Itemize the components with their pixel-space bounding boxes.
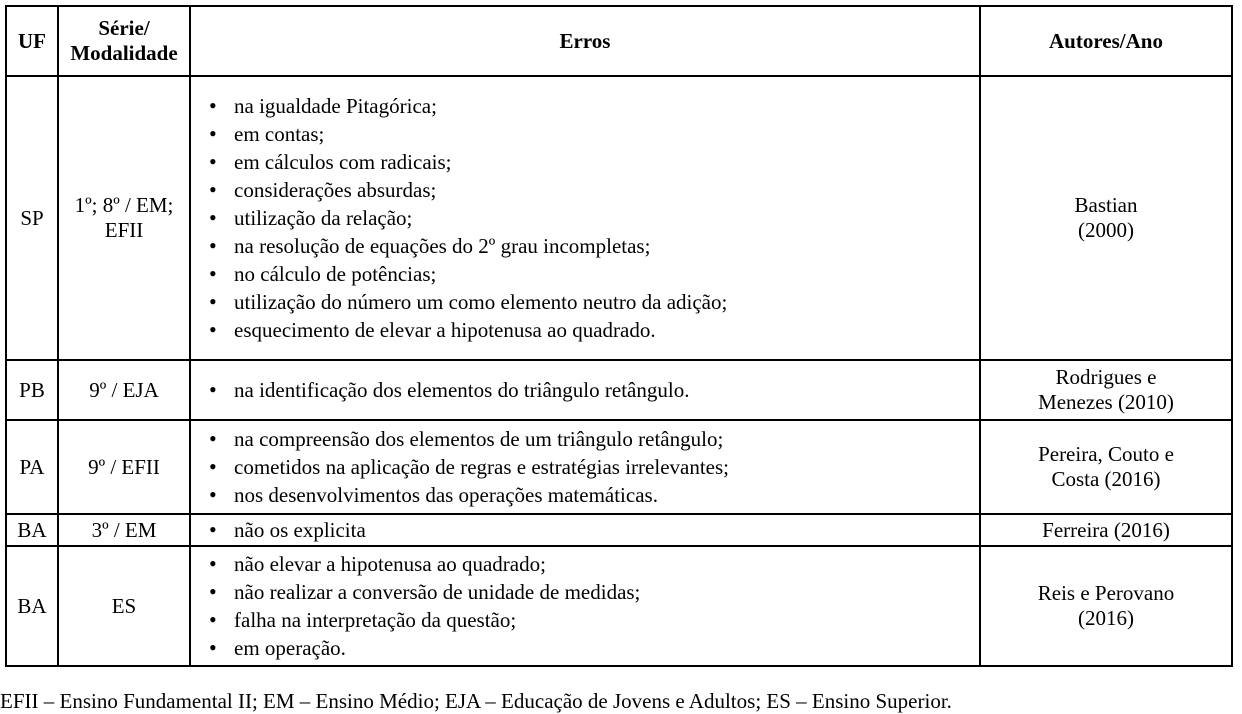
list-item: • na compreensão dos elementos de um triângulo retângulo; — [209, 425, 979, 453]
list-item: • utilização do número um como elemento neutro da adição; — [209, 288, 979, 316]
list-item: • esquecimento de elevar a hipotenusa ao quadrado. — [209, 316, 979, 344]
cell-autores — [980, 420, 1232, 514]
list-item: • não os explicita — [209, 516, 979, 544]
erros-list — [191, 376, 979, 404]
header-autores: Autores/Ano — [980, 6, 1232, 76]
cell-autores — [980, 360, 1232, 420]
list-item: • utilização da relação; — [209, 204, 979, 232]
cell-uf: BA — [6, 514, 58, 546]
erros-list — [191, 516, 979, 544]
cell-serie-line1: 1º; 8º / EM; — [74, 193, 174, 217]
table-row — [6, 360, 1232, 420]
cell-serie — [58, 76, 190, 360]
cell-serie: 3º / EM — [58, 514, 190, 546]
list-item: • na resolução de equações do 2º grau incompletas; — [209, 232, 979, 260]
cell-autores-line2: (2016) — [1078, 606, 1134, 630]
cell-uf: PA — [6, 420, 58, 514]
list-item: • na igualdade Pitagórica; — [209, 92, 979, 120]
cell-autores-line2: (2000) — [1078, 218, 1134, 242]
table-row — [6, 514, 1232, 546]
table-row — [6, 546, 1232, 666]
cell-autores — [980, 76, 1232, 360]
table-row — [6, 420, 1232, 514]
table-row — [6, 76, 1232, 360]
list-item: • em contas; — [209, 120, 979, 148]
cell-serie: 9º / EFII — [58, 420, 190, 514]
header-erros: Erros — [190, 6, 980, 76]
cell-autores-line2: Menezes (2010) — [1038, 390, 1174, 414]
list-item: • no cálculo de potências; — [209, 260, 979, 288]
list-item: • falha na interpretação da questão; — [209, 606, 979, 634]
erros-list — [191, 92, 979, 344]
cell-serie: 9º / EJA — [58, 360, 190, 420]
cell-erros — [190, 514, 980, 546]
cell-uf: PB — [6, 360, 58, 420]
cell-serie-line2: EFII — [104, 218, 144, 242]
cell-autores: Ferreira (2016) — [980, 514, 1232, 546]
cell-erros — [190, 546, 980, 666]
list-item: • cometidos na aplicação de regras e estratégias irrelevantes; — [209, 453, 979, 481]
header-serie — [58, 6, 190, 76]
list-item: • considerações absurdas; — [209, 176, 979, 204]
cell-autores-line1: Bastian — [1074, 193, 1138, 217]
cell-autores-line2: Costa (2016) — [1051, 467, 1161, 491]
list-item: • na identificação dos elementos do triângulo retângulo. — [209, 376, 979, 404]
cell-serie: ES — [58, 546, 190, 666]
cell-erros — [190, 420, 980, 514]
erros-list — [191, 550, 979, 662]
header-uf: UF — [6, 6, 58, 76]
cell-autores-line1: Pereira, Couto e — [1038, 442, 1174, 466]
header-serie-line2: Modalidade — [70, 41, 178, 65]
cell-autores-line1: Reis e Perovano — [1037, 581, 1175, 605]
table-header-row — [6, 6, 1232, 76]
errors-table — [5, 5, 1233, 667]
list-item: • em operação. — [209, 634, 979, 662]
header-serie-line1: Série/ — [98, 16, 150, 40]
cell-erros — [190, 360, 980, 420]
list-item: • em cálculos com radicais; — [209, 148, 979, 176]
list-item: • não realizar a conversão de unidade de medidas; — [209, 578, 979, 606]
cell-uf: BA — [6, 546, 58, 666]
cell-erros — [190, 76, 980, 360]
cell-uf: SP — [6, 76, 58, 360]
list-item: • nos desenvolvimentos das operações matemáticas. — [209, 481, 979, 509]
erros-list — [191, 425, 979, 509]
table-footnote: EFII – Ensino Fundamental II; EM – Ensino Médio; EJA – Educação de Jovens e Adultos; ES – Ensino Superior. — [0, 689, 952, 713]
cell-autores-line1: Rodrigues e — [1055, 365, 1157, 389]
cell-autores — [980, 546, 1232, 666]
list-item: • não elevar a hipotenusa ao quadrado; — [209, 550, 979, 578]
